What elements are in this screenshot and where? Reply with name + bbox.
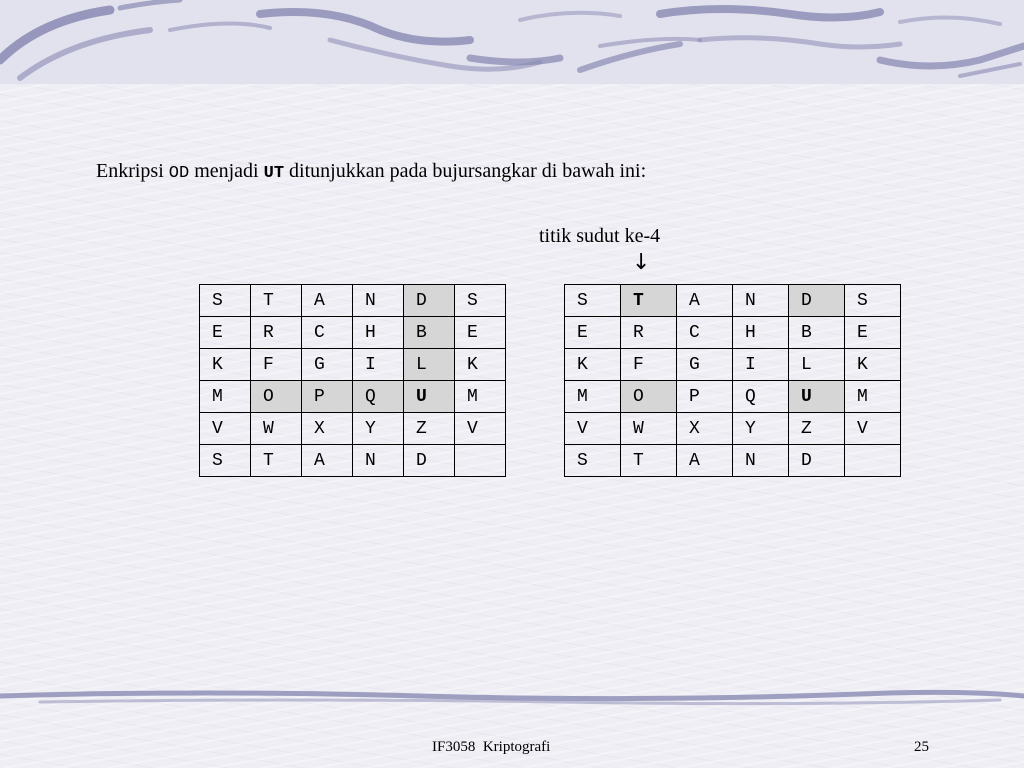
square-cell: K [455, 349, 506, 381]
square-cell: M [565, 381, 621, 413]
square-cell: H [353, 317, 404, 349]
square-cell: E [845, 317, 901, 349]
square-cell: N [353, 445, 404, 477]
square-cell: H [733, 317, 789, 349]
square-cell: N [733, 285, 789, 317]
square-cell: D [789, 285, 845, 317]
square-cell: S [565, 445, 621, 477]
square-cell: P [677, 381, 733, 413]
header-decoration [0, 0, 1024, 84]
square-row [565, 381, 901, 413]
square-cell: I [353, 349, 404, 381]
corner-label: titik sudut ke-4 [539, 225, 661, 247]
square-cell: T [251, 445, 302, 477]
square-cell: V [200, 413, 251, 445]
square-cell: S [200, 445, 251, 477]
square-cell: Y [353, 413, 404, 445]
square-cell: D [789, 445, 845, 477]
square-row [200, 445, 506, 477]
square-cell: V [455, 413, 506, 445]
square-cell: B [789, 317, 845, 349]
square-cell: I [733, 349, 789, 381]
intro-sentence [96, 157, 646, 188]
square-cell: O [621, 381, 677, 413]
square-cell: Z [404, 413, 455, 445]
cipher-pair: UT [263, 164, 285, 183]
down-arrow-icon: ↓ [632, 250, 651, 275]
page-number: 25 [914, 739, 929, 755]
footer-course: IF3058 Kriptografi [432, 739, 551, 755]
square-cell: C [677, 317, 733, 349]
square-cell: A [677, 445, 733, 477]
square-row [200, 413, 506, 445]
square-row [565, 317, 901, 349]
square-cell: V [565, 413, 621, 445]
square-cell: A [302, 285, 353, 317]
square-cell: L [789, 349, 845, 381]
square-cell: A [677, 285, 733, 317]
square-cell: D [404, 445, 455, 477]
square-cell: T [621, 445, 677, 477]
square-cell: G [677, 349, 733, 381]
intro-middle: menjadi [189, 160, 264, 182]
square-cell: T [621, 285, 677, 317]
intro-suffix: ditunjukkan pada bujursangkar di bawah ini: [284, 160, 647, 182]
square-cell: X [302, 413, 353, 445]
square-cell: T [251, 285, 302, 317]
square-cell: B [404, 317, 455, 349]
square-cell: U [404, 381, 455, 413]
square-cell: W [251, 413, 302, 445]
square-cell: A [302, 445, 353, 477]
square-row [565, 445, 901, 477]
square-cell [845, 445, 901, 477]
square-cell: P [302, 381, 353, 413]
square-cell: M [845, 381, 901, 413]
square-cell: M [200, 381, 251, 413]
square-cell: X [677, 413, 733, 445]
swoosh-decoration-bottom [0, 686, 1024, 710]
square-cell: N [733, 445, 789, 477]
square-cell: V [845, 413, 901, 445]
square-cell: E [455, 317, 506, 349]
playfair-square-right [564, 284, 901, 477]
square-row [200, 317, 506, 349]
square-cell: D [404, 285, 455, 317]
square-row [565, 349, 901, 381]
square-row [200, 285, 506, 317]
plain-pair: OD [168, 164, 190, 183]
square-cell: O [251, 381, 302, 413]
square-row [565, 413, 901, 445]
square-cell: Z [789, 413, 845, 445]
square-cell: K [845, 349, 901, 381]
square-cell: R [251, 317, 302, 349]
square-cell: S [565, 285, 621, 317]
square-row [200, 349, 506, 381]
square-cell: F [251, 349, 302, 381]
square-cell: E [565, 317, 621, 349]
square-cell [455, 445, 506, 477]
square-cell: C [302, 317, 353, 349]
square-cell: S [200, 285, 251, 317]
square-cell: F [621, 349, 677, 381]
square-row [565, 285, 901, 317]
square-cell: Q [353, 381, 404, 413]
square-cell: R [621, 317, 677, 349]
square-cell: G [302, 349, 353, 381]
square-cell: W [621, 413, 677, 445]
square-cell: K [200, 349, 251, 381]
square-cell: K [565, 349, 621, 381]
footer-decoration [0, 686, 1024, 710]
intro-prefix: Enkripsi [96, 160, 169, 182]
square-cell: S [845, 285, 901, 317]
square-cell: Q [733, 381, 789, 413]
square-row [200, 381, 506, 413]
square-cell: M [455, 381, 506, 413]
playfair-square-left [199, 284, 506, 477]
square-cell: U [789, 381, 845, 413]
square-cell: L [404, 349, 455, 381]
square-cell: E [200, 317, 251, 349]
square-cell: Y [733, 413, 789, 445]
square-cell: N [353, 285, 404, 317]
square-cell: S [455, 285, 506, 317]
swoosh-decoration-top [0, 0, 1024, 84]
